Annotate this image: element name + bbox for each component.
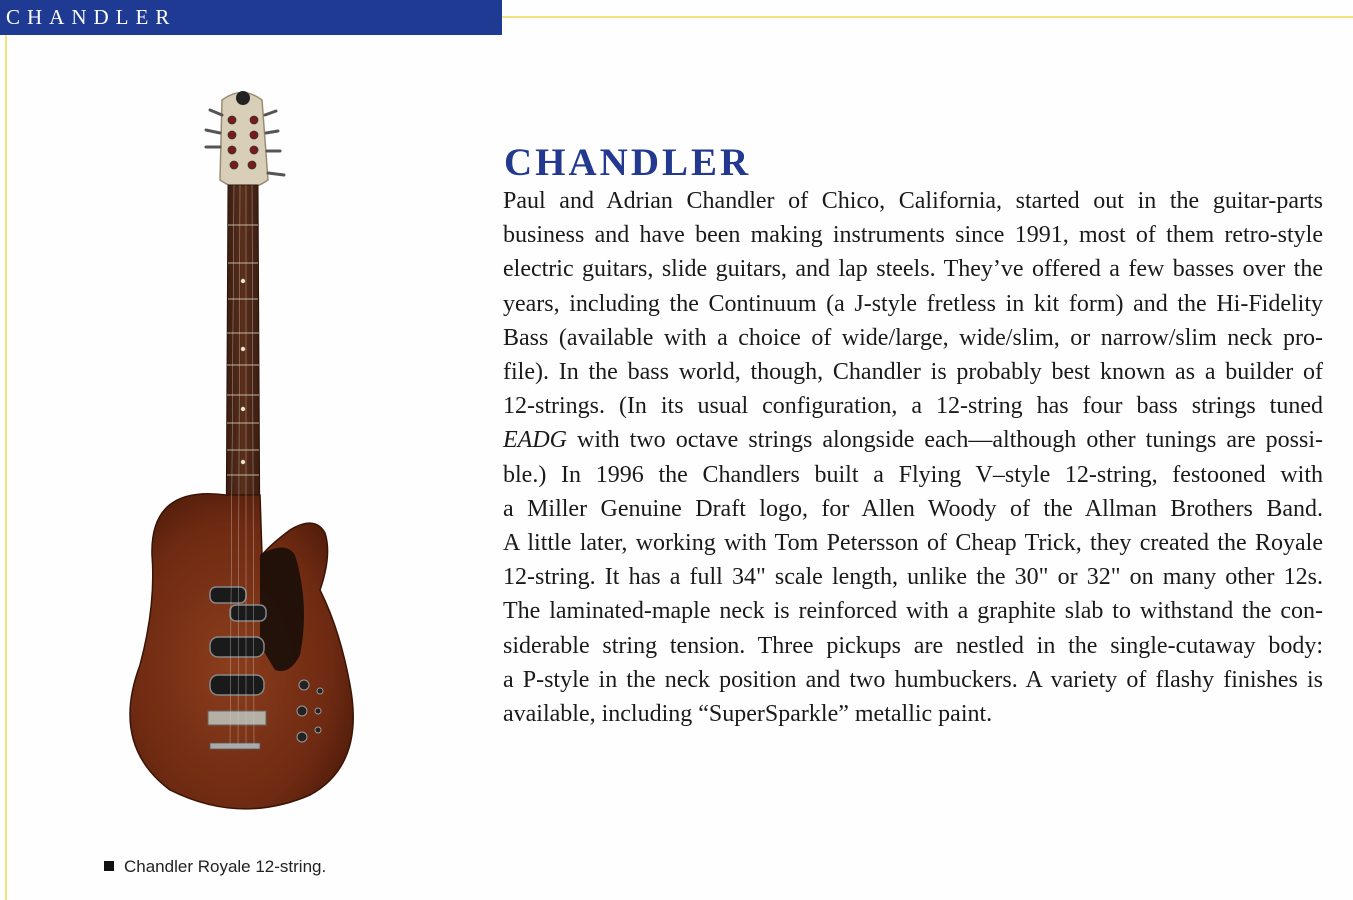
bridge xyxy=(208,711,266,725)
header-rule xyxy=(502,16,1353,18)
body-line: The laminated-maple neck is reinforced with a graphite slab to withstand the con- xyxy=(503,598,1323,625)
body-line: years, including the Continuum (a J-style fretless in kit form) and the Hi-Fidelity xyxy=(503,290,1323,317)
body-line: A little later, working with Tom Petersson of Cheap Trick, they created the Royale xyxy=(503,530,1323,557)
body-line: Bass (available with a choice of wide/large, wide/slim, or narrow/slim neck pro- xyxy=(503,324,1323,351)
body-line: file). In the bass world, though, Chandler is probably best known as a builder of xyxy=(503,359,1323,386)
body-line: electric guitars, slide guitars, and lap steels. They’ve offered a few basses over the xyxy=(503,256,1323,283)
tuning-term: EADG xyxy=(503,427,567,454)
figure-caption xyxy=(104,857,326,877)
body-line: a Miller Genuine Draft logo, for Allen Woody of the Allman Brothers Band. xyxy=(503,495,1323,522)
body-line: ble.) In 1996 the Chandlers built a Flying V–style 12-string, festooned with xyxy=(503,461,1323,488)
headstock xyxy=(220,93,268,189)
side-rule xyxy=(5,35,7,900)
body-line-rest: with two octave strings alongside each—although other tunings are possi- xyxy=(566,427,1323,454)
body-line: available, including “SuperSparkle” metallic paint. xyxy=(503,701,993,728)
body-line: siderable string tension. Three pickups are nestled in the single-cutaway body: xyxy=(503,632,1323,659)
caption-text: Chandler Royale 12-string. xyxy=(124,857,327,876)
body-line: a P-style in the neck position and two humbuckers. A variety of flashy finishes is xyxy=(503,666,1323,693)
article-body xyxy=(503,184,1323,731)
section-header-bar xyxy=(0,0,502,35)
body-line: Paul and Adrian Chandler of Chico, California, started out in the guitar-parts xyxy=(503,188,1323,214)
body-line-tuning xyxy=(503,423,1323,457)
pickguard xyxy=(260,548,304,672)
body-line: business and have been making instruments since 1991, most of them retro-style xyxy=(503,222,1323,249)
guitar-illustration xyxy=(110,85,370,815)
body-line: 12-string. It has a full 34" scale length, unlike the 30" or 32" on many other 12s. xyxy=(503,564,1323,591)
section-header-label: CHANDLER xyxy=(6,5,177,29)
caption-bullet-icon xyxy=(104,861,114,871)
body-line: 12-strings. (In its usual configuration, a 12-string has four bass strings tuned xyxy=(503,393,1323,420)
article-title: CHANDLER xyxy=(504,141,752,184)
